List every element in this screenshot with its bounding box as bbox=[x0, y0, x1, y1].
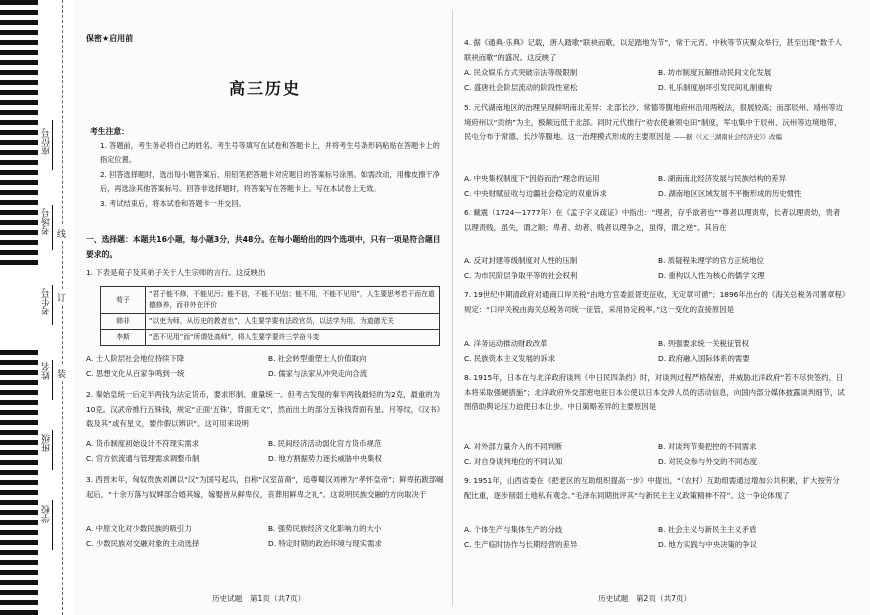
question-stem: 3. 西晋末年，匈奴贵族刘渊以“汉”为国号起兵，自称“汉室苗裔”，追尊蜀汉刘禅为“孝怀皇帝”；鲜卑拓跋部崛起后，“十余万落与奴婢部合婚其嫁，嫁娶皆从鲜卑仪，丧葬用鲜卑之礼”。这说明民族交融的方向取决于 bbox=[86, 475, 444, 499]
question-stem: 2. 秦始皇统一后定半两钱为法定货币，要求形制、重量统一。但考古发现的秦半两钱最轻的为2克，最重的为10克。汉武帝推行五铢钱，规定“正面‘五铢’，背面无文”，然而出土的部分五铢钱背面有星、月等纹，《汉书》载及其“或有星文，要作假以辨识”。这可用来说明 bbox=[86, 390, 441, 429]
option-c: C. 生产临时协作与长期经营的差异 bbox=[464, 539, 578, 549]
question-6-options bbox=[464, 254, 846, 283]
option-b: B. 质疑程朱理学的官方正统地位 bbox=[658, 256, 764, 265]
binding-strip bbox=[0, 0, 74, 615]
option-a: A. 洋务运动推动财政改革 bbox=[464, 339, 548, 348]
option-d: D. 重构以人性为核心的儒学文理 bbox=[658, 270, 765, 280]
table-cell-person: 李斯 bbox=[101, 330, 146, 346]
school-label: 学校 bbox=[42, 505, 52, 523]
question-5 bbox=[464, 101, 846, 145]
option-b: B. 列强要求统一关税征管权 bbox=[658, 339, 750, 348]
question-2 bbox=[86, 388, 444, 432]
option-a: A. 反对封建等级制度对人性的压制 bbox=[464, 256, 578, 265]
exam-room-label: 考场号 bbox=[42, 208, 52, 235]
option-c: C. 盛唐社会阶层流动的阶段性宽松 bbox=[464, 82, 578, 92]
question-9 bbox=[464, 474, 846, 503]
notice-item: 3. 考试结束后，将本试卷和答题卡一并交回。 bbox=[100, 198, 246, 208]
option-c: C. 官方依流通与管理需求调整币制 bbox=[86, 453, 200, 463]
question-7 bbox=[464, 288, 846, 317]
page-title: 高三历史 bbox=[228, 79, 301, 98]
option-d: D. 湖南地区区域发展不平衡形成的历史惯性 bbox=[658, 188, 802, 198]
option-d: D. 对民众参与外交的不同态度 bbox=[658, 456, 758, 466]
option-c: C. 为市民阶层争取平等的社会权利 bbox=[464, 270, 578, 280]
source-note: ——据（《元三湖南社会经济史》》改编 bbox=[673, 133, 782, 142]
option-c: C. 对自身谈判地位的不同认知 bbox=[464, 456, 563, 466]
option-b: B. 对谈判节奏把控的不同需求 bbox=[658, 442, 757, 451]
cut-mark-bind: 订 bbox=[57, 290, 66, 305]
question-2-options bbox=[86, 437, 444, 466]
option-d: D. 政府融入国际体系的需要 bbox=[658, 353, 750, 363]
question-stem: 6. 戴震（1724—1777年）在《孟子字义疏证》中指出：“理者，存乎欲者也”“尊者以理责卑，长者以理责幼，贵者以理责贱，虽失，谓之顺；卑者、幼者、贱者以理争之，虽得，谓之逆”。其旨在 bbox=[464, 208, 841, 232]
question-1-options bbox=[86, 352, 444, 381]
option-d: D. 特定时期的政治环境与现实需求 bbox=[268, 538, 382, 548]
option-a: A. 士人阶层社会地位持续下降 bbox=[86, 354, 185, 363]
question-stem: 7. 19世纪中期清政府对通商口岸关税“由地方官委派胥吏征收，无定章可循”；1896年出台的《海关总税务司署章程》规定：“口岸关税由海关总税务司统一征管，采用协定税率。”这一变化的直接原因是 bbox=[464, 290, 846, 314]
option-d: D. 地方实践与中央决策的争议 bbox=[658, 539, 758, 549]
right-column bbox=[464, 0, 846, 615]
option-b: B. 坊市制度瓦解推动民间文化发展 bbox=[658, 68, 772, 77]
option-a: A. 对外部力量介入的不同判断 bbox=[464, 442, 563, 451]
cut-mark-line: 线 bbox=[57, 226, 66, 241]
option-b: B. 强势民族经济文化影响力的大小 bbox=[268, 524, 382, 533]
question-4-options bbox=[464, 66, 846, 95]
option-b: B. 社会主义与新民主主义矛盾 bbox=[658, 525, 757, 534]
table-cell-quote: “君子能不修，不能见污；能不信，不能不见信；能不用，不能不见用”，人生要思考若干而在道德修养，而非外在评价 bbox=[146, 287, 440, 314]
option-b: B. 民间经济活动弱化官方货币规范 bbox=[268, 439, 382, 448]
table-cell-person: 韩非 bbox=[101, 314, 146, 330]
table-cell-person: 荀子 bbox=[101, 287, 146, 314]
question-stem: 8. 1915年，日本在与北洋政府谈判《中日民四条约》时，对谈判过程严格保密，并威胁北洋政府“若不尽快签约，日本将采取强硬措施”；北洋政府外交部密电驻日本公使以日本交涉人员的活动信息，向国内部分媒体披露谈判细节，试图借助舆论压力迫使日本让步。中日策略差异的主要原因是 bbox=[464, 373, 845, 412]
option-d: D. 地方割据势力逐长威胁中央集权 bbox=[268, 453, 382, 463]
name-label: 姓名 bbox=[42, 362, 52, 380]
question-6 bbox=[464, 206, 846, 235]
option-c: C. 少数民族对交融对象的主动选择 bbox=[86, 538, 200, 548]
option-c: C. 民族资本主义发展的诉求 bbox=[464, 353, 556, 363]
option-c: C. 中央财赋征收与边疆社会稳定的双重诉求 bbox=[464, 188, 607, 198]
candidate-number-label: 考生号 bbox=[42, 288, 52, 315]
footer-page-2: 历史试题 第2页（共7页） bbox=[598, 594, 692, 603]
notice-item: 1. 答题前，考生务必将自己的姓名、考生号等填写在试卷和答题卡上，并将考生号条形码粘贴在答题卡上的指定位置。 bbox=[100, 141, 440, 165]
table-cell-quote: “恶不见用”而“所谓处高师”，将人生要学要许三学奋斗变 bbox=[146, 330, 440, 346]
question-stem: 4. 据《通典·乐典》记载，唐人踏歌“联袂而歌，以足踏地为节”，常于元宵、中秋等节庆聚众举行，甚至出现“数千人联袂而歌”的盛况。这反映了 bbox=[464, 38, 842, 62]
cut-mark-fold: 装 bbox=[57, 366, 66, 381]
question-5-options bbox=[464, 172, 846, 201]
option-a: A. 中原文化对少数民族的吸引力 bbox=[86, 524, 192, 533]
seat-number-label: 座位号 bbox=[42, 128, 52, 155]
option-a: A. 中央集权制度下“因俗而治”理念的运用 bbox=[464, 174, 600, 183]
option-d: D. 儒家与法家从冲突走向合流 bbox=[268, 368, 368, 378]
question-3-options bbox=[86, 522, 444, 551]
option-d: D. 礼乐制度崩坏引发民间礼制重构 bbox=[658, 82, 772, 92]
question-stem: 9. 1951年，山西省委在《把老区的互助组织提高一步》中提出，“（农村）互助组需通过增加公共积累，扩大按劳分配比重，逐步削弱土地私有观念。”毛泽东同期批评其“与新民主主义政策精神不符”。这一争论体现了 bbox=[464, 476, 840, 500]
question-3 bbox=[86, 473, 444, 502]
class-label: 班级 bbox=[42, 434, 52, 452]
question-stem: 5. 元代湖南地区的治理呈现鲜明南北差异：北部长沙、常德等腹地府州沿用两税法，很展较高；而部辰州、靖州等边境府州以“贡纳”为主，极额远低于北部。同时元代推行“劝农使兼领屯田”制度，军屯集中于辰州、沅州等边境地带，民屯分布于常德、长沙等腹地。这一治理模式形成的主要原因是 bbox=[464, 103, 843, 142]
question-8-options bbox=[464, 440, 846, 469]
section-heading: 一、选择题：本题共16小题，每小题3分，共48分。在每小题给出的四个选项中，只有一项是符合题目要求的。 bbox=[86, 235, 441, 259]
option-c: C. 思想文化从百家争鸣到一统 bbox=[86, 368, 185, 378]
question-7-options bbox=[464, 337, 846, 366]
option-a: A. 个体生产与集体生产的分歧 bbox=[464, 525, 563, 534]
option-b: B. 湖南南北经济发展与民族结构的差异 bbox=[658, 174, 787, 183]
question-8 bbox=[464, 371, 846, 415]
question-4 bbox=[464, 36, 846, 65]
option-a: A. 民众娱乐方式突破宗法等级限制 bbox=[464, 68, 578, 77]
table-cell-quote: “以吏为师，从历史的教者也”，人生要学要有法政官员，以法学为用，为道德无关 bbox=[146, 314, 440, 330]
option-a: A. 货币制度初始设计不符现实需求 bbox=[86, 439, 200, 448]
confidential-badge: 保密★启用前 bbox=[86, 34, 134, 43]
notice-heading: 考生注意： bbox=[90, 127, 129, 136]
question-9-options bbox=[464, 523, 846, 552]
column-divider bbox=[452, 10, 453, 606]
cut-line bbox=[62, 0, 63, 615]
footer-page-1: 历史试题 第1页（共7页） bbox=[212, 594, 306, 603]
question-stem: 1. 下表是荀子及其弟子关于人生宗师的言行。这反映出 bbox=[86, 268, 266, 277]
notice-item: 2. 回答选择题时，选出每小题答案后，用铅笔把答题卡对应题目的答案标号涂黑。如需改动，用橡皮擦干净后，再选涂其他答案标号。回答非选择题时，将答案写在答题卡上。写在本试卷上无效。 bbox=[100, 169, 440, 194]
option-b: B. 社会转型重塑士人价值取向 bbox=[268, 354, 367, 363]
